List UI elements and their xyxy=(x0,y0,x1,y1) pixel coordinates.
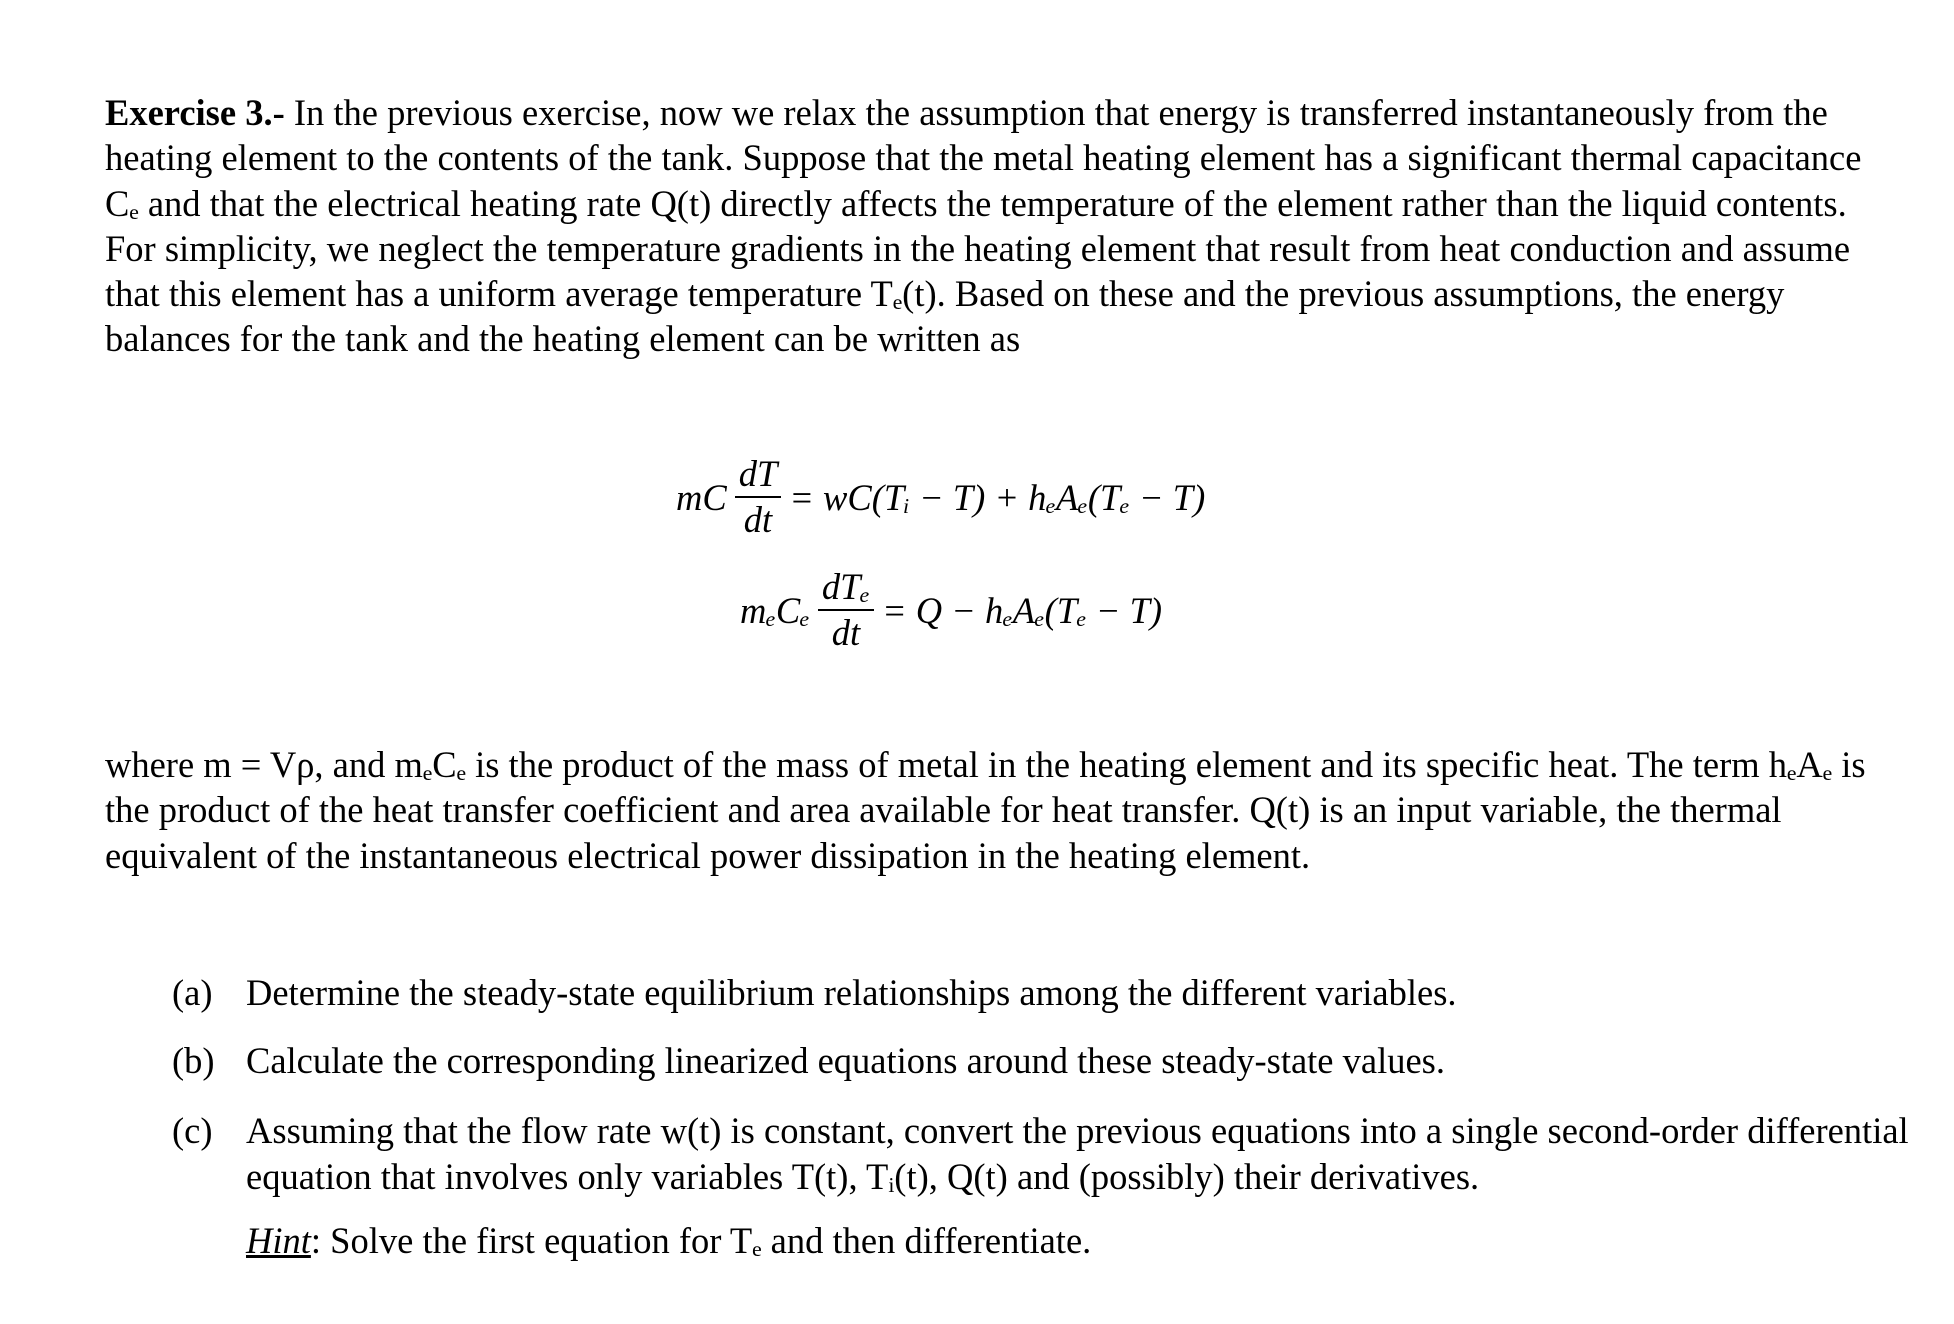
question-item xyxy=(172,1038,1926,1084)
eq2-lhs: mₑCₑ xyxy=(740,589,810,631)
exercise-heading: Exercise 3.- xyxy=(105,92,285,133)
question-label: (a) xyxy=(172,972,213,1013)
question-item xyxy=(172,1108,1926,1200)
eq1-fraction xyxy=(735,452,782,542)
variable-explanation: where m = Vρ, and mₑCₑ is the product of the mass of metal in the heating element and its specific heat. The term hₑAₑ is the product of the heat transfer coefficient and area available for heat transfer. Q(t) is an input variable, the thermal equivalent of the instantaneous electrical power dissipation in the heating element. xyxy=(105,744,1866,876)
question-label: (c) xyxy=(172,1110,213,1151)
exercise-intro-text: In the previous exercise, now we relax the assumption that energy is transferred instantaneously from the heating element to the contents of the tank. Suppose that the metal heating element has a significant thermal capacitance Cₑ and that the electrical heating rate Q(t) directly affects the temperature of the element rather than the liquid contents. For simplicity, we neglect the temperature gradients in the heating element that result from heat conduction and assume that this element has a uniform average temperature Tₑ(t). Based on these and the previous assumptions, the energy balances for the tank and the heating element can be written as xyxy=(105,92,1862,360)
exercise-intro xyxy=(105,90,1895,362)
eq2-denominator: dt xyxy=(831,612,861,653)
eq1-lhs: mC xyxy=(676,476,727,518)
question-label: (b) xyxy=(172,1040,215,1081)
equation-tank-energy-balance xyxy=(676,452,1205,542)
eq2-rhs: = Q − hₑAₑ(Tₑ − T) xyxy=(881,589,1163,631)
equation-element-energy-balance xyxy=(740,565,1162,655)
eq1-numerator: dT xyxy=(735,452,782,498)
eq1-denominator: dt xyxy=(743,499,773,540)
eq1-rhs: = wC(Tᵢ − T) + hₑAₑ(Tₑ − T) xyxy=(789,476,1206,518)
question-text: Calculate the corresponding linearized equations around these steady-state values. xyxy=(246,1040,1445,1081)
eq2-fraction xyxy=(818,565,874,655)
question-item xyxy=(172,970,1926,1016)
hint xyxy=(172,1218,1926,1264)
question-list xyxy=(172,970,1926,1264)
eq2-numerator: dTₑ xyxy=(818,565,874,611)
hint-label: Hint xyxy=(246,1220,311,1261)
hint-text: : Solve the first equation for Tₑ and then differentiate. xyxy=(310,1220,1092,1261)
question-text: Determine the steady-state equilibrium relationships among the different variables. xyxy=(246,972,1457,1013)
question-text: Assuming that the flow rate w(t) is constant, convert the previous equations into a single second-order differential equation that involves only variables T(t), Tᵢ(t), Q(t) and (possibly) their derivatives. xyxy=(246,1110,1909,1197)
